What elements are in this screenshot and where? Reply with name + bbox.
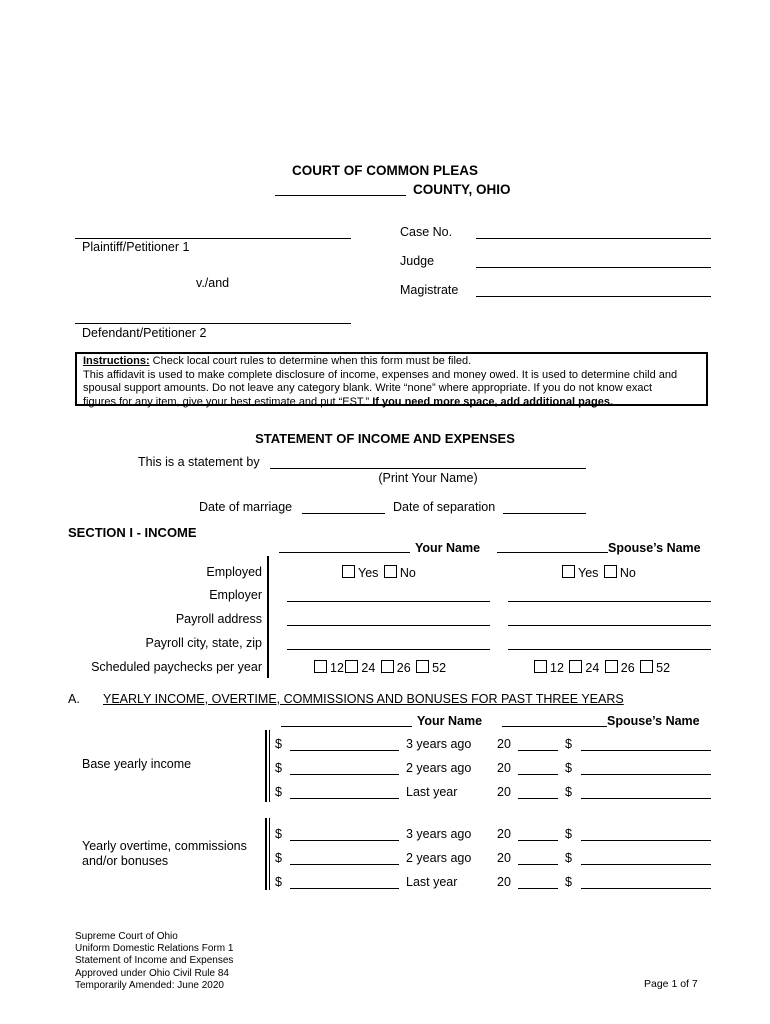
dollar-sign: $ <box>275 875 282 889</box>
dollar-sign: $ <box>565 761 572 775</box>
footer-line-3: Statement of Income and Expenses <box>75 955 234 967</box>
spouse-employed-yes-checkbox[interactable] <box>562 565 575 578</box>
statement-title: STATEMENT OF INCOME AND EXPENSES <box>255 431 515 446</box>
judge-field-line[interactable] <box>476 267 711 268</box>
year-prefix: 20 <box>497 875 511 889</box>
payroll-city-label: Payroll city, state, zip <box>145 636 262 650</box>
dollar-sign: $ <box>275 827 282 841</box>
ot-3y-spouse-field-line[interactable] <box>581 840 711 841</box>
spouse-name-label: Spouse’s Name <box>608 541 701 555</box>
period-last-year: Last year <box>406 875 458 889</box>
court-title: COURT OF COMMON PLEAS <box>292 163 478 178</box>
instructions-text-4: figures for any item, give your best estimate and put “EST.” <box>83 395 373 408</box>
period-3-years-ago: 3 years ago <box>406 737 472 751</box>
dollar-sign: $ <box>565 785 572 799</box>
instructions-bold-note: If you need more space, add additional pages. <box>372 395 614 408</box>
defendant-field-line[interactable] <box>75 323 351 324</box>
a-spouse-name-label: Spouse’s Name <box>607 714 700 728</box>
instructions-text-1: Check local court rules to determine when this form must be filed. <box>149 355 472 367</box>
instructions-line-3: spousal support amounts. Do not leave any category blank. Write “none” where appropriate. If you do not know exact <box>83 382 653 394</box>
base-3y-year-field-line[interactable] <box>518 750 558 751</box>
footer-line-5: Temporarily Amended: June 2020 <box>75 979 224 991</box>
defendant-label: Defendant/Petitioner 2 <box>82 326 207 340</box>
versus-label: v./and <box>196 276 230 290</box>
base-last-field-line[interactable] <box>290 798 399 799</box>
print-name-hint: (Print Your Name) <box>378 471 478 485</box>
date-separation-field-line[interactable] <box>503 513 586 514</box>
date-separation-label: Date of separation <box>393 500 496 514</box>
spouse-payroll-city-field-line[interactable] <box>508 649 711 650</box>
section-a-letter: A. <box>68 692 80 706</box>
dollar-sign: $ <box>565 851 572 865</box>
base-income-bracket-inner <box>269 730 270 802</box>
overtime-label-2: and/or bonuses <box>82 854 169 868</box>
magistrate-field-line[interactable] <box>476 296 711 297</box>
instructions-box <box>75 352 708 406</box>
spouse-name-field-line[interactable] <box>497 552 608 553</box>
footer-line-4: Approved under Ohio Civil Rule 84 <box>75 967 229 979</box>
case-no-label: Case No. <box>400 225 453 239</box>
spouse-paychecks-options <box>534 660 670 675</box>
dollar-sign: $ <box>565 827 572 841</box>
base-last-year-field-line[interactable] <box>518 798 558 799</box>
spouse-pay-26-checkbox[interactable] <box>605 660 618 673</box>
dollar-sign: $ <box>275 785 282 799</box>
instructions-line-4 <box>83 396 700 410</box>
judge-label: Judge <box>400 254 435 268</box>
your-employed-yes-checkbox[interactable] <box>342 565 355 578</box>
pay-26-label: 26 <box>396 661 411 675</box>
year-prefix: 20 <box>497 737 511 751</box>
base-last-spouse-field-line[interactable] <box>581 798 711 799</box>
dollar-sign: $ <box>275 851 282 865</box>
period-3-years-ago: 3 years ago <box>406 827 472 841</box>
ot-last-field-line[interactable] <box>290 888 399 889</box>
date-marriage-label: Date of marriage <box>199 500 293 514</box>
your-employed-options <box>342 565 416 580</box>
county-label: COUNTY, OHIO <box>413 182 511 197</box>
ot-2y-spouse-field-line[interactable] <box>581 864 711 865</box>
your-payroll-address-field-line[interactable] <box>287 625 490 626</box>
pay-52-label: 52 <box>432 661 447 675</box>
statement-name-field-line[interactable] <box>270 468 586 469</box>
pay-24-label: 24 <box>361 661 376 675</box>
section-1-title: SECTION I - INCOME <box>68 525 197 540</box>
pay-12-label: 12 <box>550 661 564 675</box>
your-paychecks-options <box>314 660 446 675</box>
plaintiff-label: Plaintiff/Petitioner 1 <box>82 240 190 254</box>
your-pay-12-checkbox[interactable] <box>314 660 327 673</box>
pay-24-label: 24 <box>585 661 600 675</box>
base-income-label: Base yearly income <box>82 757 192 771</box>
ot-2y-field-line[interactable] <box>290 864 399 865</box>
your-pay-26-checkbox[interactable] <box>381 660 394 673</box>
spouse-pay-52-checkbox[interactable] <box>640 660 653 673</box>
page-number: Page 1 of 7 <box>644 978 698 990</box>
case-no-field-line[interactable] <box>476 238 711 239</box>
yes-label: Yes <box>578 566 599 580</box>
year-prefix: 20 <box>497 761 511 775</box>
spouse-employed-options <box>562 565 636 580</box>
magistrate-label: Magistrate <box>400 283 459 297</box>
your-pay-24-checkbox[interactable] <box>345 660 358 673</box>
section-1-divider <box>267 556 269 678</box>
year-prefix: 20 <box>497 785 511 799</box>
no-label: No <box>399 566 416 580</box>
dollar-sign: $ <box>275 761 282 775</box>
dollar-sign: $ <box>565 737 572 751</box>
ot-3y-year-field-line[interactable] <box>518 840 558 841</box>
your-payroll-city-field-line[interactable] <box>287 649 490 650</box>
base-2y-spouse-field-line[interactable] <box>581 774 711 775</box>
overtime-label-1: Yearly overtime, commissions <box>82 839 247 853</box>
period-2-years-ago: 2 years ago <box>406 851 472 865</box>
spouse-employer-field-line[interactable] <box>508 601 711 602</box>
yes-label: Yes <box>358 566 379 580</box>
county-field-line[interactable] <box>275 195 406 196</box>
pay-12-label: 12 <box>330 661 344 675</box>
dollar-sign: $ <box>275 737 282 751</box>
ot-2y-year-field-line[interactable] <box>518 864 558 865</box>
footer-block <box>75 931 233 992</box>
period-last-year: Last year <box>406 785 458 799</box>
spouse-pay-12-checkbox[interactable] <box>534 660 547 673</box>
payroll-address-label: Payroll address <box>175 612 262 626</box>
footer-line-1: Supreme Court of Ohio <box>75 931 178 942</box>
instructions-line-1 <box>83 355 700 369</box>
pay-52-label: 52 <box>656 661 671 675</box>
instructions-label: Instructions: <box>83 355 150 367</box>
paychecks-label: Scheduled paychecks per year <box>91 660 262 674</box>
base-3y-spouse-field-line[interactable] <box>581 750 711 751</box>
overtime-bracket <box>265 818 267 890</box>
your-name-label: Your Name <box>415 541 481 555</box>
base-2y-field-line[interactable] <box>290 774 399 775</box>
instructions-line-2: This affidavit is used to make complete disclosure of income, expenses and money owed. It is used to determine child and <box>83 368 678 381</box>
base-income-bracket <box>265 730 267 802</box>
ot-last-year-field-line[interactable] <box>518 888 558 889</box>
pay-26-label: 26 <box>620 661 635 675</box>
overtime-bracket-inner <box>269 818 270 890</box>
period-2-years-ago: 2 years ago <box>406 761 472 775</box>
base-2y-year-field-line[interactable] <box>518 774 558 775</box>
your-pay-52-checkbox[interactable] <box>416 660 429 673</box>
ot-3y-field-line[interactable] <box>290 840 399 841</box>
employed-label: Employed <box>206 565 262 579</box>
your-name-field-line[interactable] <box>279 552 410 553</box>
a-your-name-field-line[interactable] <box>281 726 412 727</box>
spouse-pay-24-checkbox[interactable] <box>569 660 582 673</box>
date-marriage-field-line[interactable] <box>302 513 385 514</box>
employer-label: Employer <box>209 588 262 602</box>
statement-by-label: This is a statement by <box>138 455 260 469</box>
ot-last-spouse-field-line[interactable] <box>581 888 711 889</box>
spouse-payroll-address-field-line[interactable] <box>508 625 711 626</box>
base-3y-field-line[interactable] <box>290 750 399 751</box>
a-your-name-label: Your Name <box>417 714 483 728</box>
a-spouse-name-field-line[interactable] <box>502 726 607 727</box>
dollar-sign: $ <box>565 875 572 889</box>
year-prefix: 20 <box>497 827 511 841</box>
plaintiff-field-line[interactable] <box>75 238 351 239</box>
no-label: No <box>619 566 636 580</box>
year-prefix: 20 <box>497 851 511 865</box>
your-employed-no-checkbox[interactable] <box>384 565 397 578</box>
footer-line-2: Uniform Domestic Relations Form 1 <box>75 943 234 955</box>
your-employer-field-line[interactable] <box>287 601 490 602</box>
section-a-title: YEARLY INCOME, OVERTIME, COMMISSIONS AND BONUSES FOR PAST THREE YEARS <box>103 692 624 706</box>
spouse-employed-no-checkbox[interactable] <box>604 565 617 578</box>
